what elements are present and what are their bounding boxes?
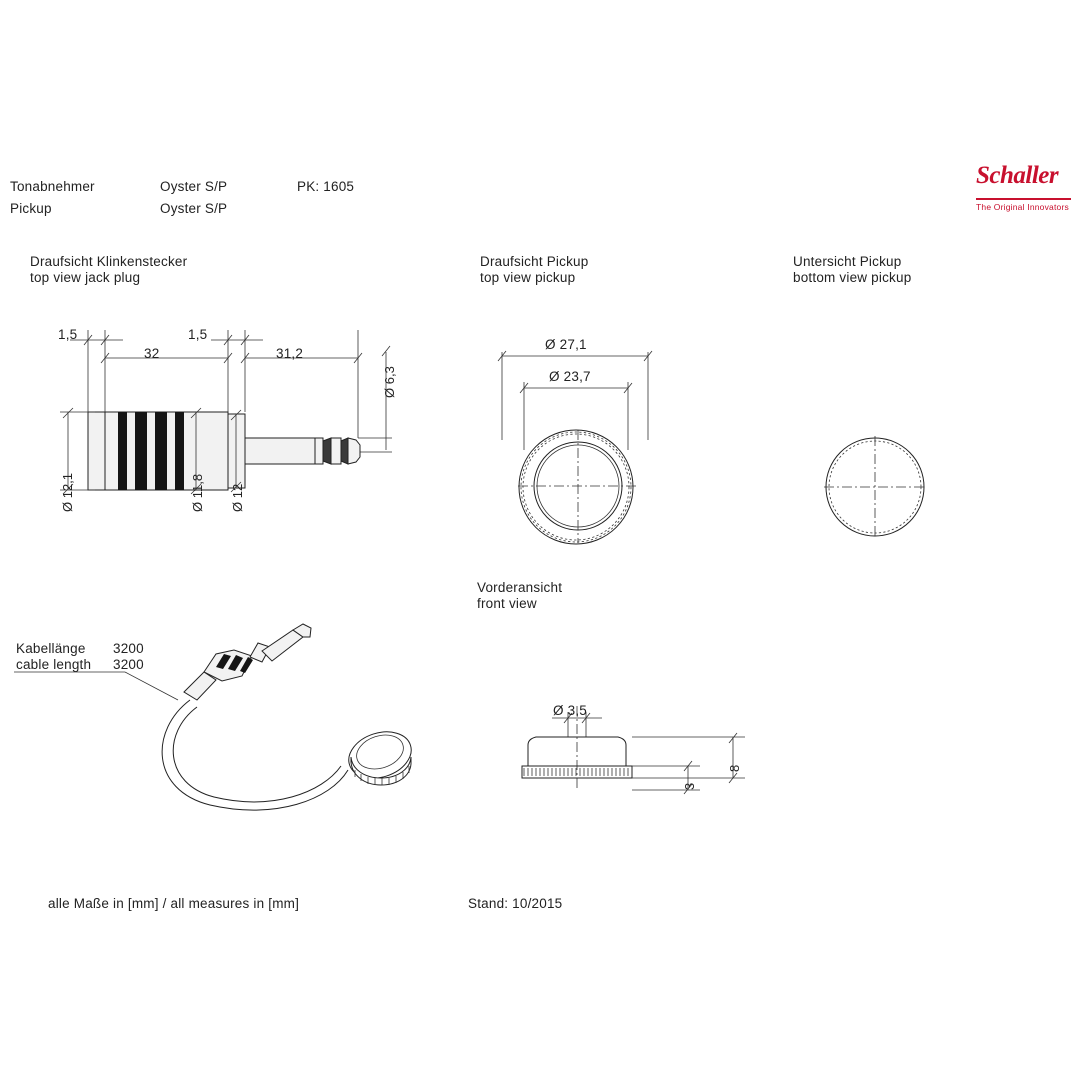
dim-jack-1.5-a: 1,5 (58, 327, 78, 342)
dim-jack-12: Ø 12 (230, 483, 245, 512)
view-title-pickup-bottom-en: bottom view pickup (793, 270, 912, 285)
view-title-front-en: front view (477, 596, 537, 611)
view-title-front-de: Vorderansicht (477, 580, 563, 595)
view-title-pickup-top-en: top view pickup (480, 270, 576, 285)
view-title-pickup-bottom-de: Untersicht Pickup (793, 254, 902, 269)
logo-wordmark: Schaller (976, 162, 1059, 189)
cable-length-label-de: Kabellänge (16, 641, 86, 656)
dim-pickup-23.7: Ø 23,7 (549, 369, 591, 384)
dim-jack-31.2: 31,2 (276, 346, 304, 361)
dim-front-8: 8 (727, 764, 742, 772)
view-title-pickup-top-de: Draufsicht Pickup (480, 254, 589, 269)
header-model-en: Oyster S/P (160, 201, 228, 216)
footer-revision-date: Stand: 10/2015 (468, 896, 563, 911)
header-pickup: Pickup (10, 201, 52, 216)
dim-jack-12.1: Ø 12,1 (60, 472, 75, 512)
header-model-de: Oyster S/P (160, 179, 228, 194)
dim-front-3: 3 (682, 782, 697, 790)
header-part-number: PK: 1605 (297, 179, 355, 194)
dim-front-3.5: Ø 3,5 (553, 703, 588, 718)
dim-jack-6.3: Ø 6,3 (382, 366, 397, 398)
view-title-jack-top-en: top view jack plug (30, 270, 141, 285)
cable-length-label-en: cable length (16, 657, 92, 672)
view-title-jack-top-de: Draufsicht Klinkenstecker (30, 254, 188, 269)
dim-pickup-27.1: Ø 27,1 (545, 337, 587, 352)
footer-measures-note: alle Maße in [mm] / all measures in [mm] (48, 896, 300, 911)
dim-jack-1.5-b: 1,5 (188, 327, 208, 342)
logo-tagline: The Original Innovators (976, 202, 1069, 212)
dim-jack-32: 32 (144, 346, 160, 361)
header-tonabnehmer: Tonabnehmer (10, 179, 95, 194)
cable-length-value-en: 3200 (113, 657, 144, 672)
cable-length-value-de: 3200 (113, 641, 144, 656)
dim-jack-11.8: Ø 11,8 (190, 473, 205, 512)
